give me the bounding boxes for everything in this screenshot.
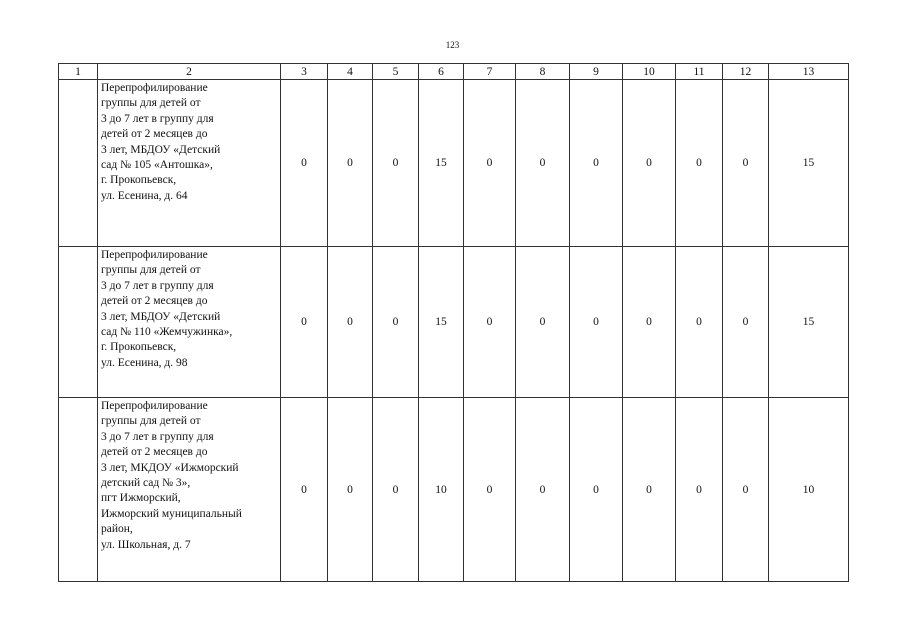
description-line: детский сад № 3», bbox=[101, 477, 191, 490]
table-row bbox=[59, 398, 849, 582]
value-cell: 15 bbox=[419, 247, 464, 398]
value-cell: 0 bbox=[464, 398, 516, 582]
column-header: 13 bbox=[769, 64, 849, 80]
description-line: 3 лет, МБДОУ «Детский bbox=[101, 143, 221, 156]
value-cell: 0 bbox=[281, 80, 328, 247]
description-line: группы для детей от bbox=[101, 97, 201, 110]
value-cell: 0 bbox=[723, 80, 769, 247]
description-line: детей от 2 месяцев до bbox=[101, 128, 208, 141]
data-table bbox=[58, 63, 849, 582]
row-description bbox=[98, 80, 281, 247]
value-cell: 15 bbox=[769, 247, 849, 398]
column-header: 1 bbox=[59, 64, 98, 80]
value-cell: 0 bbox=[281, 398, 328, 582]
value-cell: 0 bbox=[464, 80, 516, 247]
description-line: 3 до 7 лет в группу для bbox=[101, 112, 214, 125]
value-cell: 0 bbox=[570, 247, 623, 398]
value-cell: 0 bbox=[676, 80, 723, 247]
table-row bbox=[59, 247, 849, 398]
value-cell: 15 bbox=[769, 80, 849, 247]
value-cell: 0 bbox=[328, 398, 373, 582]
description-line: Перепрофилирование bbox=[101, 400, 208, 412]
value-cell: 0 bbox=[676, 247, 723, 398]
row-description bbox=[98, 398, 281, 582]
value-cell: 0 bbox=[328, 80, 373, 247]
column-header: 2 bbox=[98, 64, 281, 80]
description-line: г. Прокопьевск, bbox=[101, 174, 177, 187]
row-index-cell bbox=[59, 247, 98, 398]
column-header: 3 bbox=[281, 64, 328, 80]
value-cell: 0 bbox=[623, 80, 676, 247]
value-cell: 0 bbox=[373, 398, 419, 582]
description-line: район, bbox=[101, 523, 133, 536]
column-header: 7 bbox=[464, 64, 516, 80]
value-cell: 0 bbox=[623, 247, 676, 398]
value-cell: 0 bbox=[464, 247, 516, 398]
page-number: 123 bbox=[445, 40, 460, 50]
column-header: 11 bbox=[676, 64, 723, 80]
value-cell: 15 bbox=[419, 80, 464, 247]
value-cell: 0 bbox=[328, 247, 373, 398]
description-line: Ижморский муниципальный bbox=[101, 507, 242, 520]
row-description bbox=[98, 247, 281, 398]
value-cell: 0 bbox=[676, 398, 723, 582]
table-row bbox=[59, 80, 849, 247]
description-line: группы для детей от bbox=[101, 415, 201, 428]
header-row bbox=[59, 64, 849, 80]
column-header: 8 bbox=[516, 64, 570, 80]
value-cell: 0 bbox=[373, 80, 419, 247]
value-cell: 0 bbox=[570, 80, 623, 247]
value-cell: 0 bbox=[623, 398, 676, 582]
row-index-cell bbox=[59, 398, 98, 582]
description-line: пгт Ижморский, bbox=[101, 492, 181, 505]
column-header: 5 bbox=[373, 64, 419, 80]
value-cell: 10 bbox=[769, 398, 849, 582]
value-cell: 0 bbox=[723, 247, 769, 398]
value-cell: 10 bbox=[419, 398, 464, 582]
column-header: 6 bbox=[419, 64, 464, 80]
description-line: 3 лет, МБДОУ «Детский bbox=[101, 310, 221, 323]
column-header: 10 bbox=[623, 64, 676, 80]
value-cell: 0 bbox=[373, 247, 419, 398]
description-line: 3 до 7 лет в группу для bbox=[101, 430, 214, 443]
column-header: 9 bbox=[570, 64, 623, 80]
description-line: 3 до 7 лет в группу для bbox=[101, 279, 214, 292]
value-cell: 0 bbox=[281, 247, 328, 398]
column-header: 4 bbox=[328, 64, 373, 80]
description-line: 3 лет, МКДОУ «Ижморский bbox=[101, 461, 239, 474]
value-cell: 0 bbox=[516, 398, 570, 582]
description-line: ул. Есенина, д. 64 bbox=[101, 189, 188, 202]
row-index-cell bbox=[59, 80, 98, 247]
description-line: Перепрофилирование bbox=[101, 249, 208, 261]
description-line: г. Прокопьевск, bbox=[101, 341, 177, 354]
description-line: сад № 105 «Антошка», bbox=[101, 159, 213, 172]
column-header: 12 bbox=[723, 64, 769, 80]
description-line: ул. Школьная, д. 7 bbox=[101, 538, 191, 551]
value-cell: 0 bbox=[723, 398, 769, 582]
value-cell: 0 bbox=[516, 247, 570, 398]
description-line: Перепрофилирование bbox=[101, 82, 208, 94]
description-line: детей от 2 месяцев до bbox=[101, 446, 208, 459]
value-cell: 0 bbox=[570, 398, 623, 582]
description-line: ул. Есенина, д. 98 bbox=[101, 356, 188, 369]
value-cell: 0 bbox=[516, 80, 570, 247]
description-line: детей от 2 месяцев до bbox=[101, 295, 208, 308]
description-line: группы для детей от bbox=[101, 264, 201, 277]
description-line: сад № 110 «Жемчужинка», bbox=[101, 326, 233, 339]
